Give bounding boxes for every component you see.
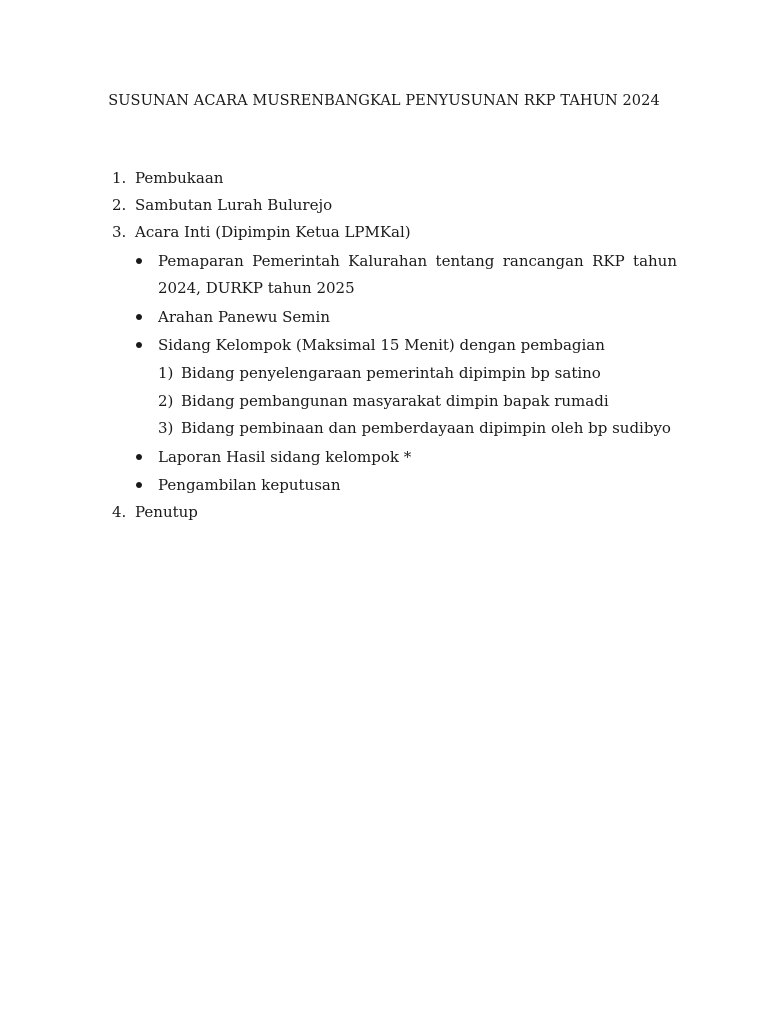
bullet-item-text-line2: 2024, DURKP tahun 2025 (158, 279, 355, 297)
bullet-item-text: Pengambilan keputusan (158, 476, 341, 494)
list-number: 2. (112, 196, 127, 214)
group-number: 2) (158, 392, 174, 410)
list-item-text: Penutup (135, 503, 198, 521)
list-number: 1. (112, 169, 127, 187)
group-number: 3) (158, 419, 174, 437)
bullet-icon (136, 314, 142, 320)
list-number: 4. (112, 503, 127, 521)
list-item-text: Acara Inti (Dipimpin Ketua LPMKal) (135, 223, 411, 241)
bullet-icon (136, 258, 142, 264)
bullet-item-text: Sidang Kelompok (Maksimal 15 Menit) dengan pembagian (158, 336, 605, 354)
bullet-item-text: Arahan Panewu Semin (158, 308, 330, 326)
bullet-item-text: Laporan Hasil sidang kelompok * (158, 448, 412, 466)
bullet-item-text-line1: Pemaparan Pemerintah Kalurahan tentang rancangan RKP tahun (158, 252, 677, 270)
bullet-icon (136, 482, 142, 488)
bullet-icon (136, 342, 142, 348)
group-item-text: Bidang pembinaan dan pemberdayaan dipimpin oleh bp sudibyo (181, 419, 671, 437)
page-title: SUSUNAN ACARA MUSRENBANGKAL PENYUSUNAN RKP TAHUN 2024 (108, 93, 660, 109)
list-item-text: Sambutan Lurah Bulurejo (135, 196, 333, 214)
group-number: 1) (158, 364, 174, 382)
group-item-text: Bidang pembangunan masyarakat dimpin bapak rumadi (181, 392, 609, 410)
list-number: 3. (112, 223, 127, 241)
bullet-icon (136, 454, 142, 460)
group-item-text: Bidang penyelengaraan pemerintah dipimpin bp satino (181, 364, 601, 382)
list-item-text: Pembukaan (135, 169, 224, 187)
